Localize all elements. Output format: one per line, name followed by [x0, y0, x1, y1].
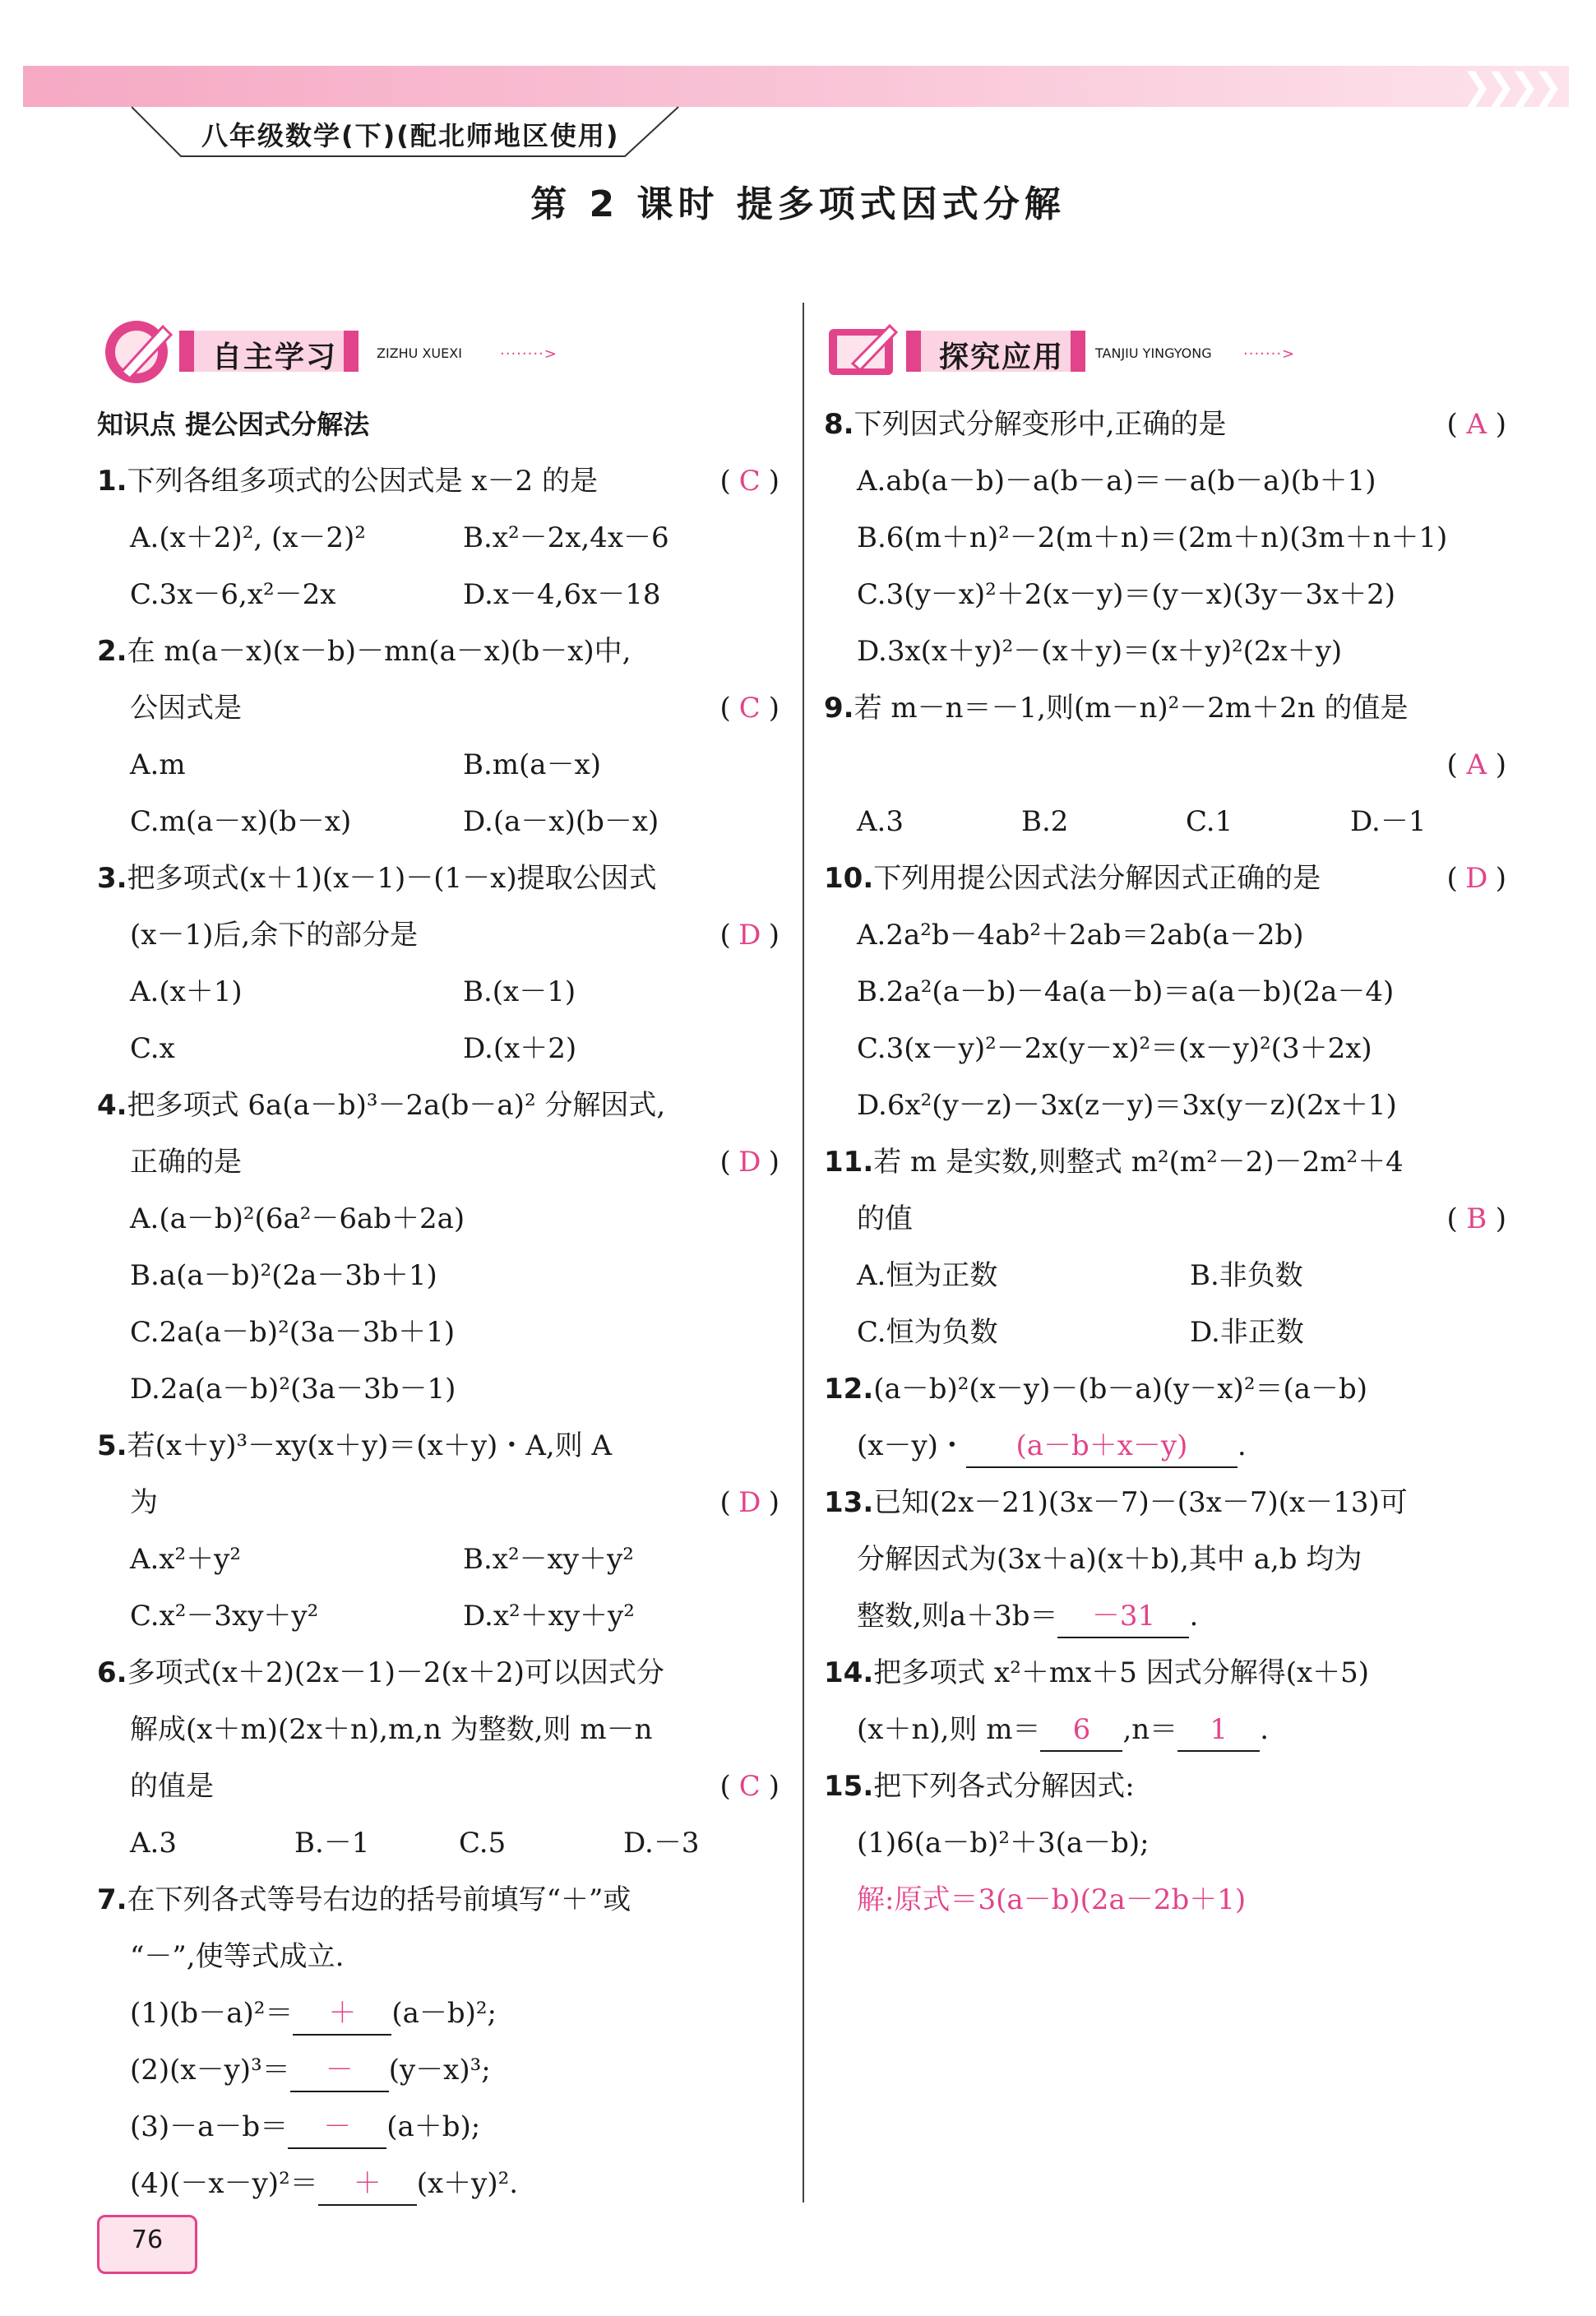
question-7: 7.在下列各式等号右边的括号前填写“＋”或: [97, 1883, 631, 1916]
q15-solution: 解:原式＝3(a－b)(2a－2b＋1): [857, 1883, 1247, 1916]
knowledge-point: 知识点 提公因式分解法: [97, 409, 370, 440]
option-a: A.3: [857, 805, 904, 838]
option-c: C.3x－6,x²－2x: [130, 578, 336, 611]
dotted-arrow-icon: ·······>: [1243, 345, 1296, 363]
answer: A: [1466, 408, 1487, 441]
option-c: C.x²－3xy＋y²: [130, 1600, 319, 1633]
option-a: A.恒为正数: [857, 1259, 998, 1292]
option-b: B.非负数: [1190, 1259, 1303, 1292]
question-14: 14.把多项式 x²＋mx＋5 因式分解得(x＋5): [824, 1656, 1370, 1689]
page-number-badge: [97, 2215, 197, 2274]
section-pinyin: TANJIU YINGYONG: [1095, 345, 1212, 361]
question-1: 1.下列各组多项式的公因式是 x－2 的是 ( C ): [97, 453, 779, 510]
section-header-explore: [824, 314, 1506, 396]
answer: A: [1466, 748, 1487, 781]
option-a: A.3: [130, 1827, 177, 1860]
option-a: A.ab(a－b)－a(b－a)＝－a(b－a)(b＋1): [857, 465, 1376, 498]
option-b: B.x²－2x,4x－6: [463, 521, 669, 554]
book-title: 八年级数学(下)(配北师地区使用): [201, 120, 620, 151]
q15-part-1: (1)6(a－b)²＋3(a－b);: [857, 1827, 1150, 1860]
answer: D: [738, 1486, 761, 1519]
option-b: B.2a²(a－b)－4a(a－b)＝a(a－b)(2a－4): [857, 975, 1395, 1008]
option-a: A.(x＋1): [130, 975, 243, 1008]
fill-blank: (a－b＋x－y): [966, 1425, 1237, 1468]
question-8: 8.下列因式分解变形中,正确的是 ( A ): [824, 396, 1506, 453]
option-d: D.非正数: [1190, 1316, 1304, 1349]
fill-blank: ＋: [318, 2163, 417, 2206]
option-b: B.a(a－b)²(2a－3b＋1): [130, 1259, 437, 1292]
fill-blank: －: [288, 2106, 386, 2149]
question-5: 5.若(x＋y)³－xy(x＋y)＝(x＋y)・A,则 A: [97, 1429, 613, 1462]
question-12: 12.(a－b)²(x－y)－(b－a)(y－x)²＝(a－b): [824, 1373, 1368, 1406]
question-4: 4.把多项式 6a(a－b)³－2a(b－a)² 分解因式,: [97, 1089, 666, 1122]
option-d: D.－1: [1350, 805, 1427, 838]
option-d: D.2a(a－b)²(3a－3b－1): [130, 1373, 456, 1406]
chevrons-decoration-icon: ❯❯❯❯: [1461, 66, 1557, 108]
option-d: D.x－4,6x－18: [463, 578, 661, 611]
header-band: [23, 66, 1569, 107]
option-b: B.－1: [294, 1827, 370, 1860]
option-c: C.恒为负数: [857, 1316, 998, 1349]
option-b: B.(x－1): [463, 975, 576, 1008]
fill-blank: ＋: [293, 1993, 391, 2036]
page-number: 76: [131, 2226, 164, 2254]
left-column: 自主学习 ZIZHU XUEXI ········> 知识点 提公因式分解法 1.下列各组多项式的公因式是 x－2 的是 ( C ) A.(x＋2)², (x－2)² B.x²－2x,4x－6 C.3x－6,x²－2x D.x－4,6x－18 2.在 m(a－x)(x－b)－mn(a－x)(b－x)中, 公因式是 ( C ) A.m B.m(a－x) C.m(a－x)(b－x) D.(a－x)(b－x) 3.把多项式(x＋1)(x－1)－(1－x)提取公因式 (x－1)后,余下的部分是 ( D ) A.(x＋1) B.(x－1) C.x D.(x＋2) 4.把多项式 6a(a－b)³－2a(b－a)² 分解因式, 正确的是 ( D ) A.(a－b)²(6a²－6ab＋2a) B.a(a－b)²(2a－3b＋1) C.2a(a－b)²(3a－3b＋1) D.2a(a－b)²(3a－3b－1) 5.若(x＋y)³－xy(x＋y)＝(x＋y)・A,则 A 为 ( D ) A.x²＋y² B.x²－xy＋y² C.x²－3xy＋y² D.x²＋xy＋y² 6.多项式(x＋2)(2x－1)－2(x＋2)可以因式分 解成(x＋m)(2x＋n),m,n 为整数,则 m－n 的值是 ( C ) A.3 B.－1 C.5 D.－3 7.在下列各式等号右边的括号前填写“＋”或 “－”,使等式成立. (1)(b－a)²＝ ＋ (a－b)²; (2)(x－y)³＝ － (y－x)³; (3)－a－b＝ － (a＋b); (4)(－x－y)²＝ ＋ (x＋y)².: [97, 314, 779, 2212]
option-d: D.(a－x)(b－x): [463, 805, 659, 838]
dotted-arrow-icon: ········>: [500, 345, 557, 363]
question-3: 3.把多项式(x＋1)(x－1)－(1－x)提取公因式: [97, 862, 657, 895]
q7-part-1: (1)(b－a)²＝ ＋ (a－b)²;: [97, 1985, 779, 2042]
book-header: [132, 105, 707, 163]
option-c: C.2a(a－b)²(3a－3b＋1): [130, 1316, 456, 1349]
answer: D: [738, 919, 761, 952]
question-6: 6.多项式(x＋2)(2x－1)－2(x＋2)可以因式分: [97, 1656, 664, 1689]
answer: B: [1466, 1202, 1487, 1235]
option-c: C.3(x－y)²－2x(y－x)²＝(x－y)²(3＋2x): [857, 1032, 1372, 1065]
section-title: 自主学习: [212, 340, 338, 374]
option-d: D.6x²(y－z)－3x(z－y)＝3x(y－z)(2x＋1): [857, 1089, 1397, 1122]
answer: C: [738, 692, 761, 725]
option-d: D.3x(x＋y)²－(x＋y)＝(x＋y)²(2x＋y): [857, 635, 1343, 668]
section-header-self-study: [97, 314, 779, 396]
option-a: A.2a²b－4ab²＋2ab＝2ab(a－2b): [857, 919, 1304, 952]
option-c: C.m(a－x)(b－x): [130, 805, 352, 838]
option-c: C.1: [1186, 805, 1233, 838]
question-11: 11.若 m 是实数,则整式 m²(m²－2)－2m²＋4: [824, 1146, 1404, 1179]
q7-part-2: (2)(x－y)³＝ － (y－x)³;: [97, 2042, 779, 2099]
fill-blank: －: [290, 2050, 389, 2092]
q7-part-3: (3)－a－b＝ － (a＋b);: [97, 2099, 779, 2156]
option-a: A.(x＋2)², (x－2)²: [130, 521, 366, 554]
question-9: 9.若 m－n＝－1,则(m－n)²－2m＋2n 的值是: [824, 692, 1409, 725]
fill-blank-m: 6: [1040, 1709, 1122, 1752]
option-a: A.x²＋y²: [130, 1543, 242, 1576]
option-a: A.m: [130, 748, 186, 781]
fill-blank-n: 1: [1177, 1709, 1260, 1752]
question-2: 2.在 m(a－x)(x－b)－mn(a－x)(b－x)中,: [97, 635, 631, 668]
option-b: B.x²－xy＋y²: [463, 1543, 634, 1576]
question-15: 15.把下列各式分解因式:: [824, 1770, 1135, 1803]
page-title: 第 2 课时 提多项式因式分解: [530, 183, 1066, 225]
option-b: B.2: [1021, 805, 1069, 838]
question-10: 10.下列用提公因式法分解因式正确的是 ( D ): [824, 850, 1506, 907]
answer: D: [1465, 862, 1488, 895]
option-d: D.x²＋xy＋y²: [463, 1600, 635, 1633]
option-c: C.3(y－x)²＋2(x－y)＝(y－x)(3y－3x＋2): [857, 578, 1396, 611]
answer: C: [738, 465, 761, 498]
option-d: D.－3: [623, 1827, 700, 1860]
section-title: 探究应用: [939, 340, 1065, 374]
option-b: B.6(m＋n)²－2(m＋n)＝(2m＋n)(3m＋n＋1): [857, 521, 1448, 554]
q7-part-4: (4)(－x－y)²＝ ＋ (x＋y)².: [97, 2156, 779, 2212]
right-column: 探究应用 TANJIU YINGYONG ·······> 8.下列因式分解变形中,正确的是 ( A ) A.ab(a－b)－a(b－a)＝－a(b－a)(b＋1) B.6(m＋n)²－2(m＋n)＝(2m＋n)(3m＋n＋1) C.3(y－x)²＋2(x－y)＝(y－x)(3y－3x＋2) D.3x(x＋y)²－(x＋y)＝(x＋y)²(2x＋y) 9.若 m－n＝－1,则(m－n)²－2m＋2n 的值是 ( A ) A.3 B.2 C.1 D.－1 10.下列用提公因式法分解因式正确的是 ( D ) A.2a²b－4ab²＋2ab＝2ab(a－2b) B.2a²(a－b)－4a(a－b)＝a(a－b)(2a－4) C.3(x－y)²－2x(y－x)²＝(x－y)²(3＋2x) D.6x²(y－z)－3x(z－y)＝3x(y－z)(2x＋1) 11.若 m 是实数,则整式 m²(m²－2)－2m²＋4 的值 ( B ) A.恒为正数 B.非负数 C.恒为负数 D.非正数 12.(a－b)²(x－y)－(b－a)(y－x)²＝(a－b) (x－y)・ (a－b＋x－y) . 13.已知(2x－21)(3x－7)－(3x－7)(x－13)可 分解因式为(3x＋a)(x＋b),其中 a,b 均为 整数,则a＋3b＝ －31 . 14.把多项式 x²＋mx＋5 因式分解得(x＋5) (x＋n),则 m＝ 6 ,n＝ 1 . 15.把下列各式分解因式: (1)6(a－b)²＋3(a－b); 解:原式＝3(a－b)(2a－2b＋1): [824, 314, 1506, 1929]
option-a: A.(a－b)²(6a²－6ab＋2a): [130, 1202, 465, 1235]
answer: D: [738, 1146, 761, 1179]
question-13: 13.已知(2x－21)(3x－7)－(3x－7)(x－13)可: [824, 1486, 1408, 1519]
column-divider: [803, 303, 804, 2203]
option-c: C.x: [130, 1032, 175, 1065]
answer: C: [738, 1770, 761, 1803]
section-pinyin: ZIZHU XUEXI: [377, 345, 462, 361]
fill-blank: －31: [1057, 1596, 1189, 1638]
option-b: B.m(a－x): [463, 748, 602, 781]
option-d: D.(x＋2): [463, 1032, 577, 1065]
option-c: C.5: [459, 1827, 507, 1860]
